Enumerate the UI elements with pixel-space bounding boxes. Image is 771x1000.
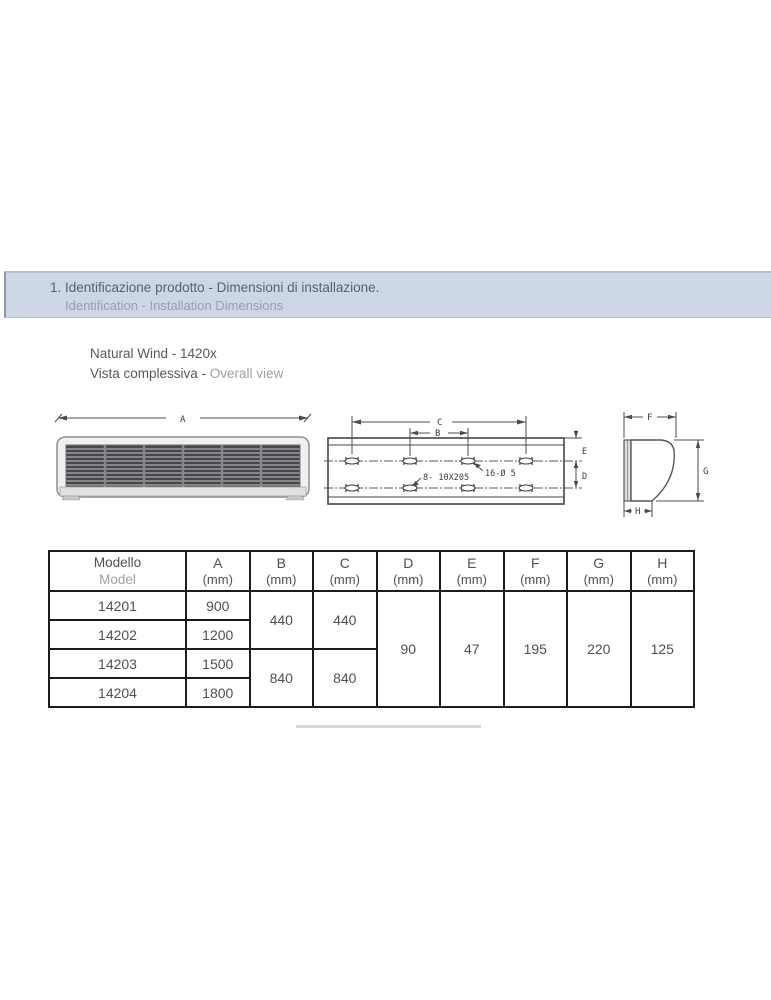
header-letter-h: H (657, 554, 668, 571)
cell-c-bottom: 840 (313, 649, 377, 707)
cell-f: 195 (504, 591, 568, 707)
header-unit-h: (mm) (647, 571, 678, 587)
cell-c-top: 440 (313, 591, 377, 649)
cell-g: 220 (567, 591, 631, 707)
view-caption-it: Vista complessiva - (90, 366, 210, 381)
header-cell-a (186, 551, 250, 591)
header-cell-b (250, 551, 314, 591)
product-heading (90, 344, 283, 384)
table-header-row (49, 551, 694, 591)
front-view-drawing (54, 406, 312, 508)
housing-outline (328, 438, 564, 504)
cell-d: 90 (377, 591, 441, 707)
header-cell-d (377, 551, 441, 591)
header-unit-e: (mm) (456, 571, 487, 587)
header-cell-g (567, 551, 631, 591)
dim-f-label: F (647, 413, 653, 423)
header-letter-e: E (467, 554, 477, 571)
cell-a-14204: 1800 (186, 678, 250, 707)
dimensions-table (48, 550, 695, 708)
dim-d-label: D (582, 472, 588, 482)
footer-divider (296, 725, 481, 728)
header-unit-c: (mm) (329, 571, 360, 587)
cell-b-top: 440 (250, 591, 314, 649)
unit-bottom-band (60, 487, 306, 496)
cell-h: 125 (631, 591, 695, 707)
header-model-it: Modello (93, 555, 142, 570)
header-unit-a: (mm) (202, 571, 233, 587)
view-caption-en: Overall view (209, 366, 284, 381)
unit-right-foot (286, 496, 304, 500)
header-letter-c: C (339, 554, 350, 571)
unit-left-foot (62, 496, 80, 500)
header-letter-f: F (530, 554, 540, 571)
header-model-en: Model (99, 572, 136, 587)
section-header-bar (4, 271, 771, 318)
header-unit-g: (mm) (583, 571, 614, 587)
header-cell-model (49, 551, 186, 591)
table-row (49, 591, 694, 620)
dim-e-label: E (582, 447, 588, 457)
cell-e: 47 (440, 591, 504, 707)
cell-a-14202: 1200 (186, 620, 250, 649)
profile-body (631, 440, 674, 501)
header-letter-a: A (213, 554, 223, 571)
dim-e (564, 430, 582, 469)
section-title: 1. Identificazione prodotto - Dimensioni di installazione. (50, 280, 380, 295)
header-letter-b: B (276, 554, 286, 571)
cell-b-bottom: 840 (250, 649, 314, 707)
cell-model-14202: 14202 (49, 620, 186, 649)
slots-callout (412, 473, 469, 486)
dim-b-label: B (435, 429, 441, 439)
header-unit-d: (mm) (393, 571, 424, 587)
dim-d (574, 461, 578, 488)
header-unit-f: (mm) (520, 571, 551, 587)
dim-a-label: A (180, 415, 186, 425)
cell-model-14204: 14204 (49, 678, 186, 707)
holes-callout-label: 16-Ø 5 (485, 469, 516, 479)
header-unit-b: (mm) (266, 571, 297, 587)
header-cell-c (313, 551, 377, 591)
header-cell-e (440, 551, 504, 591)
header-cell-f (504, 551, 568, 591)
section-subtitle: Identification - Installation Dimensions (65, 298, 284, 313)
header-letter-d: D (403, 554, 414, 571)
holes-callout (474, 463, 516, 479)
dim-g-label: G (703, 467, 709, 477)
cell-model-14203: 14203 (49, 649, 186, 678)
dim-h-label: H (635, 507, 641, 517)
dim-c-label: C (437, 418, 443, 428)
header-letter-g: G (593, 554, 605, 571)
top-view-drawing (324, 408, 592, 514)
slots-callout-label: 8- 10X205 (423, 473, 470, 483)
view-caption (90, 364, 283, 384)
side-view-drawing (610, 404, 760, 520)
cell-model-14201: 14201 (49, 591, 186, 620)
cell-a-14203: 1500 (186, 649, 250, 678)
header-cell-h (631, 551, 695, 591)
product-name: Natural Wind - 1420x (90, 346, 217, 361)
cell-a-14201: 900 (186, 591, 250, 620)
